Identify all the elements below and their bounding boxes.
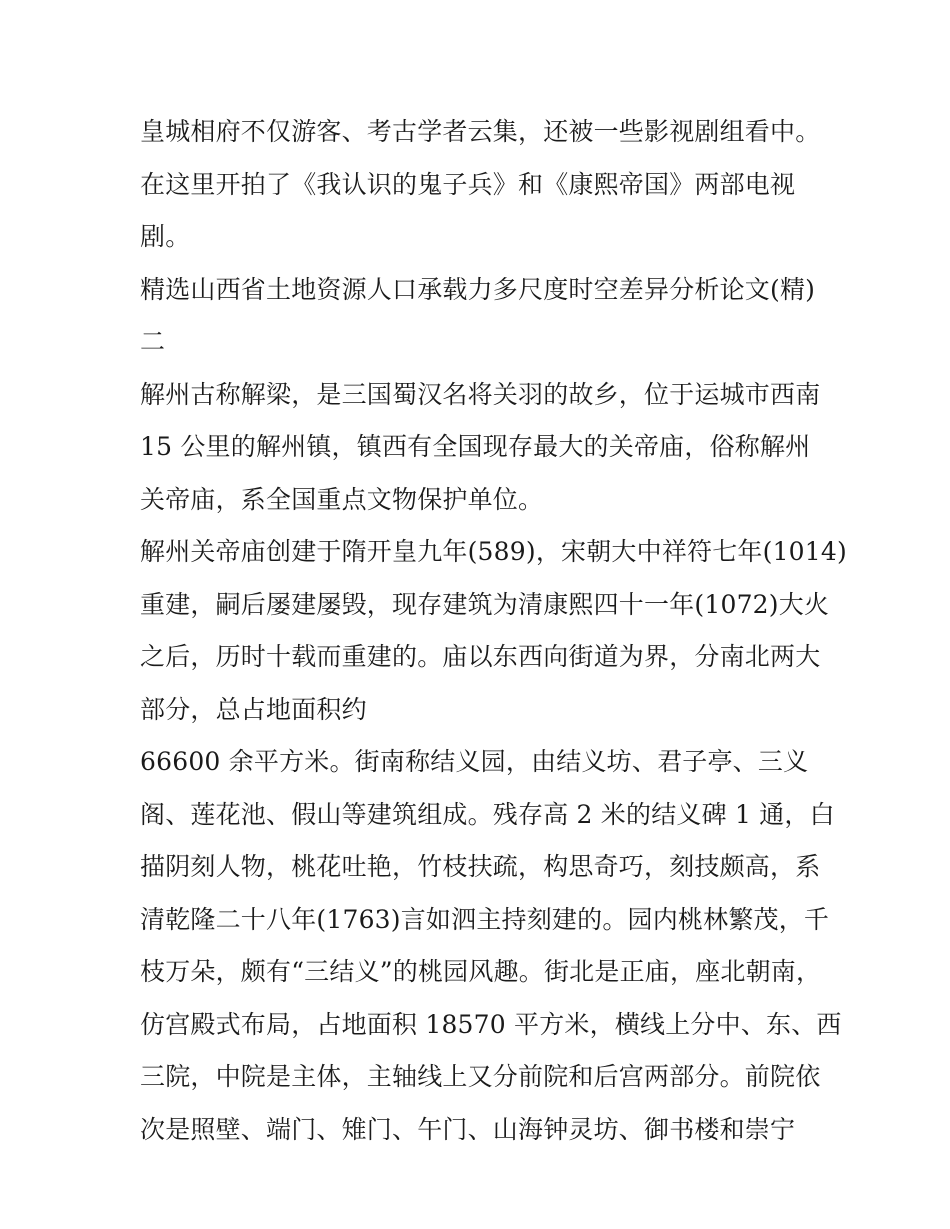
- document-body: [140, 106, 847, 1156]
- text-line: 15 公里的解州镇，镇西有全国现存最大的关帝庙，俗称解州: [140, 432, 811, 461]
- text-line: 三院，中院是主体，主轴线上又分前院和后宫两部分。前院依: [140, 1062, 821, 1091]
- text-line: 关帝庙，系全国重点文物保护单位。: [140, 484, 544, 514]
- text-line: 阁、莲花池、假山等建筑组成。残存高 2 米的结义碑 1 通，白: [140, 799, 835, 829]
- text-line: 仿宫殿式布局，占地面积 18570 平方米，横线上分中、东、西: [140, 1009, 842, 1039]
- text-line: 部分，总占地面积约: [140, 694, 367, 724]
- section-title-line: 精选山西省土地资源人口承载力多尺度时空差异分析论文(精): [140, 274, 816, 304]
- text-line: 枝万朵，颇有“三结义”的桃园风趣。街北是正庙，座北朝南，: [140, 957, 822, 986]
- text-line: 解州关帝庙创建于隋开皇九年(589)，宋朝大中祥符七年(1014): [140, 537, 847, 566]
- text-line: 剧。: [140, 222, 191, 251]
- text-line: 解州古称解梁，是三国蜀汉名将关羽的故乡，位于运城市西南: [140, 379, 821, 409]
- text-line: 66600 余平方米。街南称结义园，由结义坊、君子亭、三义: [140, 747, 809, 776]
- text-line: 皇城相府不仅游客、考古学者云集，还被一些影视剧组看中。: [140, 117, 821, 146]
- text-line: 在这里开拍了《我认识的鬼子兵》和《康熙帝国》两部电视: [140, 169, 796, 199]
- text-line: 描阴刻人物，桃花吐艳，竹枝扶疏，构思奇巧，刻技颇高，系: [140, 852, 821, 881]
- text-line: 次是照壁、端门、雉门、午门、山海钟灵坊、御书楼和崇宁: [140, 1114, 796, 1144]
- text-line: 之后，历时十载而重建的。庙以东西向街道为界，分南北两大: [140, 642, 821, 671]
- section-title-line: 二: [140, 327, 166, 356]
- text-line: 清乾隆二十八年(1763)言如泗主持刻建的。园内桃林繁茂，千: [140, 904, 830, 934]
- text-line: 重建，嗣后屡建屡毁，现存建筑为清康熙四十一年(1072)大火: [140, 589, 830, 619]
